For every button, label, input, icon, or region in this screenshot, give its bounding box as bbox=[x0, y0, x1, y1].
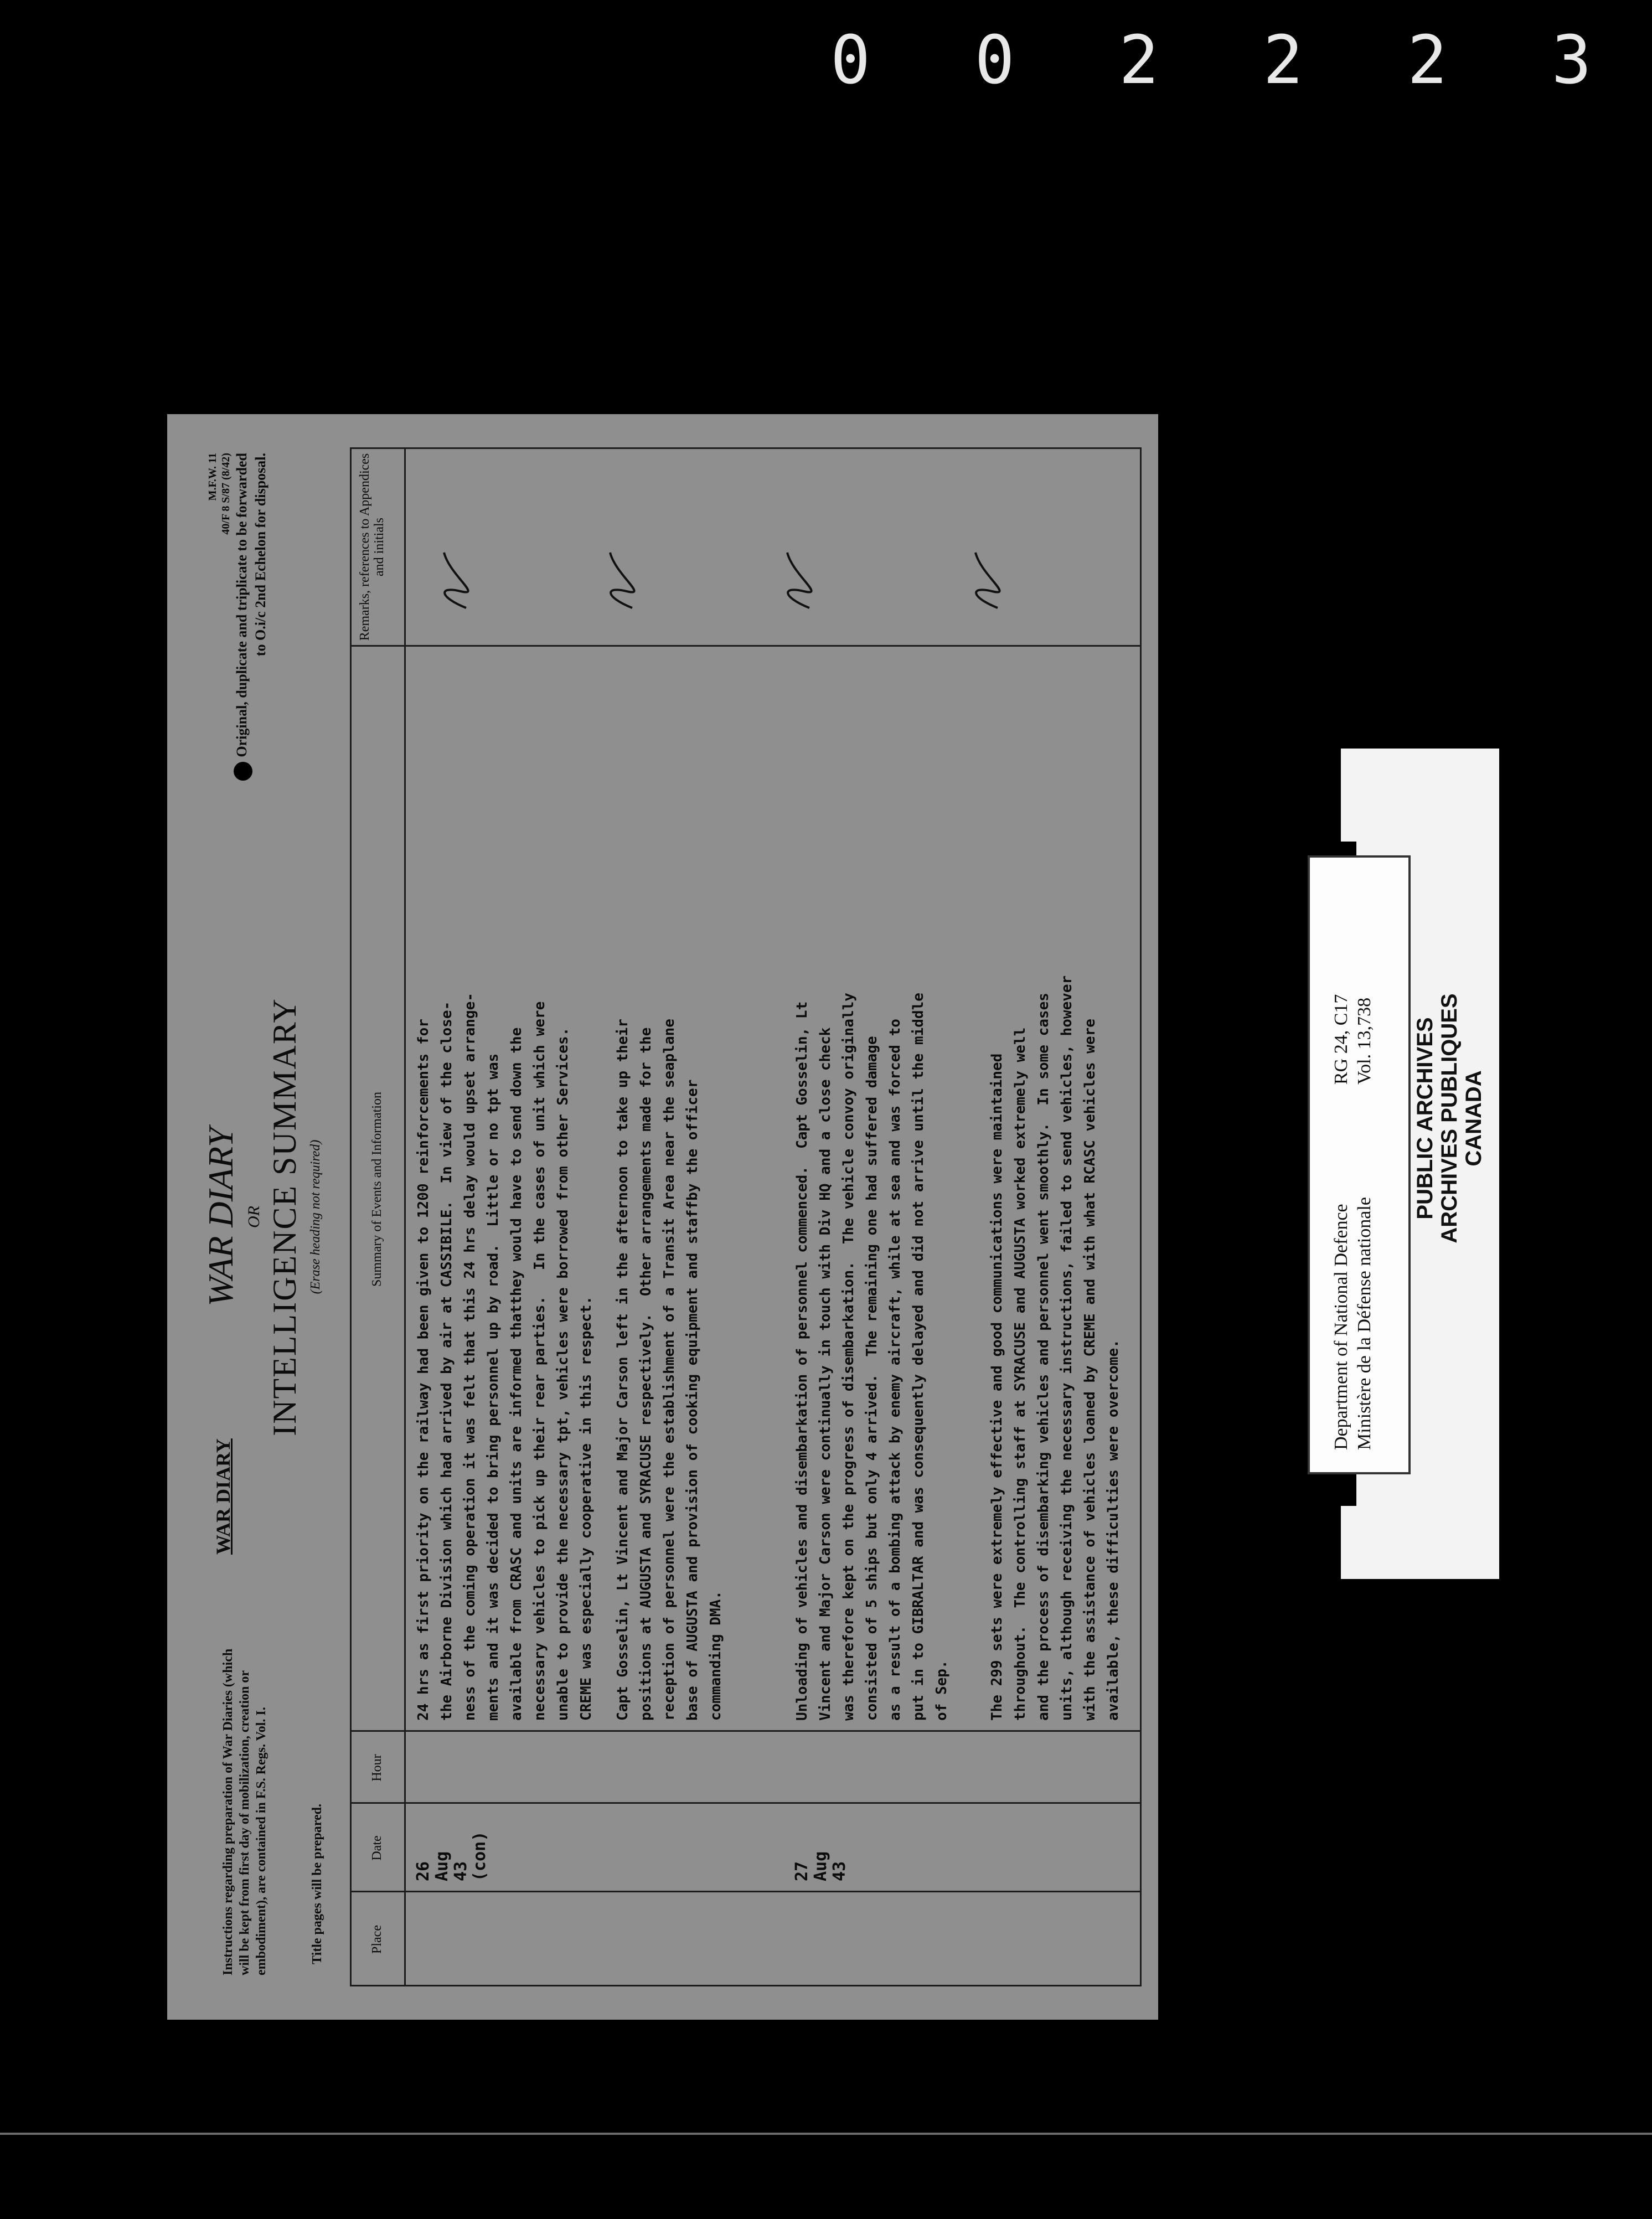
or-label: OR bbox=[245, 1206, 263, 1228]
handwritten-initials bbox=[776, 547, 828, 613]
date-cell: 26 Aug 43 (con) bbox=[414, 1831, 489, 1881]
page-title: WAR DIARY bbox=[201, 1127, 240, 1307]
dept-english: Department of National Defence bbox=[1331, 1204, 1351, 1450]
punch-hole-icon bbox=[234, 762, 252, 781]
col-summary: Summary of Events and Information bbox=[370, 1092, 384, 1287]
archives-reference-card bbox=[1308, 855, 1411, 1474]
original-note bbox=[234, 453, 269, 785]
form-code: M.F.W. 11 40/F 8 S/87 (8/42) bbox=[206, 453, 232, 535]
col-place: Place bbox=[370, 1925, 384, 1954]
diary-entry: Unloading of vehicles and disembarkation of personnel commenced. Capt Gosselin, Lt Vincent and Major Carson were continually in touch with Div HQ and a close check was therefore kept on the progress of disembarkation. The vehicle convoy originally consisted of 5 ships but only 4 arrived. The remaining one had suffered damage as a result of a bombing attack by enemy aircraft, while at sea and was forced to put in to GIBRALTAR and was consequently delayed and did not arrive until the middle of Sep. bbox=[794, 993, 950, 1721]
public-archives-stamp bbox=[1405, 941, 1494, 1296]
handwritten-initials bbox=[599, 547, 651, 613]
handwritten-initials bbox=[964, 547, 1016, 613]
col-date: Date bbox=[370, 1835, 384, 1861]
volume: Vol. 13,738 bbox=[1354, 997, 1375, 1085]
war-diary-marked: WAR DIARY bbox=[212, 1438, 234, 1555]
original-note-text: Original, duplicate and triplicate to be forwarded to O.i/c 2nd Echelon for disposal. bbox=[234, 453, 269, 757]
date-cell: 27 Aug 43 bbox=[792, 1851, 849, 1881]
diary-entry: Capt Gosselin, Lt Vincent and Major Carson left in the afternoon to take up their positions at AUGUSTA and SYRACUSE respectively. Other arrangements made for the reception of personnel were the establishment of a Transit Area near the seaplane base of AUGUSTA and provision of cooking equipment and staffby the officer commanding DMA. bbox=[615, 1019, 724, 1721]
diary-table bbox=[350, 447, 1142, 1986]
dept-french: Ministère de la Défense nationale bbox=[1354, 1197, 1375, 1450]
title-pages-note: Title pages will be prepared. bbox=[310, 1803, 324, 1964]
erase-note: (Erase heading not required) bbox=[308, 1139, 323, 1294]
intelligence-summary-title: INTELLIGENCE SUMMARY bbox=[266, 998, 303, 1436]
title-block bbox=[200, 968, 323, 1466]
col-remarks: Remarks, references to Appendices and initials bbox=[358, 453, 386, 641]
frame-number: 0 0 2 2 2 3 bbox=[830, 22, 1624, 99]
diary-entry: 24 hrs as first priority on the railway had been given to 1200 reinforcements for the Airborne Division which had arrived by air at CASSIBILE. In view of the close- ness of the coming operation it was felt that this 24 hrs delay would upset arrange- ments and it was decided to bring personnel up by road. Little or no tpt was available from CRASC and units are informed thatthey would have to send down the necessary vehicles to pick up their rear parties. In the cases of unit which were unable to provide the necessary tpt, vehicles were borrowed from other Services. CREME was especially cooperative in this respect. bbox=[415, 993, 595, 1721]
instructions-text: Instructions regarding preparation of War Diaries (which will be kept from first day of mobilization, creation or embodiment), are contained in F.S. Regs. Vol. I. bbox=[221, 1648, 269, 1975]
diary-entry: The 299 sets were extremely effective and good communications were maintained throughout. The controlling staff at SYRACUSE and AUGUSTA worked extremely well and the process of disembarking vehicles and personnel went smoothly. In some cases units, although receiving the necessary instructions, failed to send vehicles, however with the assistance of vehicles loaned by CREME and with what RCASC vehicles were available, these difficulties were overcome. bbox=[989, 975, 1122, 1721]
bottom-rule bbox=[0, 2133, 1652, 2135]
handwritten-initials bbox=[433, 547, 484, 613]
record-group: RG 24, C17 bbox=[1331, 994, 1351, 1085]
public-archives-text: PUBLIC ARCHIVES ARCHIVES PUBLIQUES CANADA bbox=[1413, 993, 1486, 1243]
col-hour: Hour bbox=[370, 1754, 384, 1782]
war-diary-sheet bbox=[167, 414, 1158, 2020]
